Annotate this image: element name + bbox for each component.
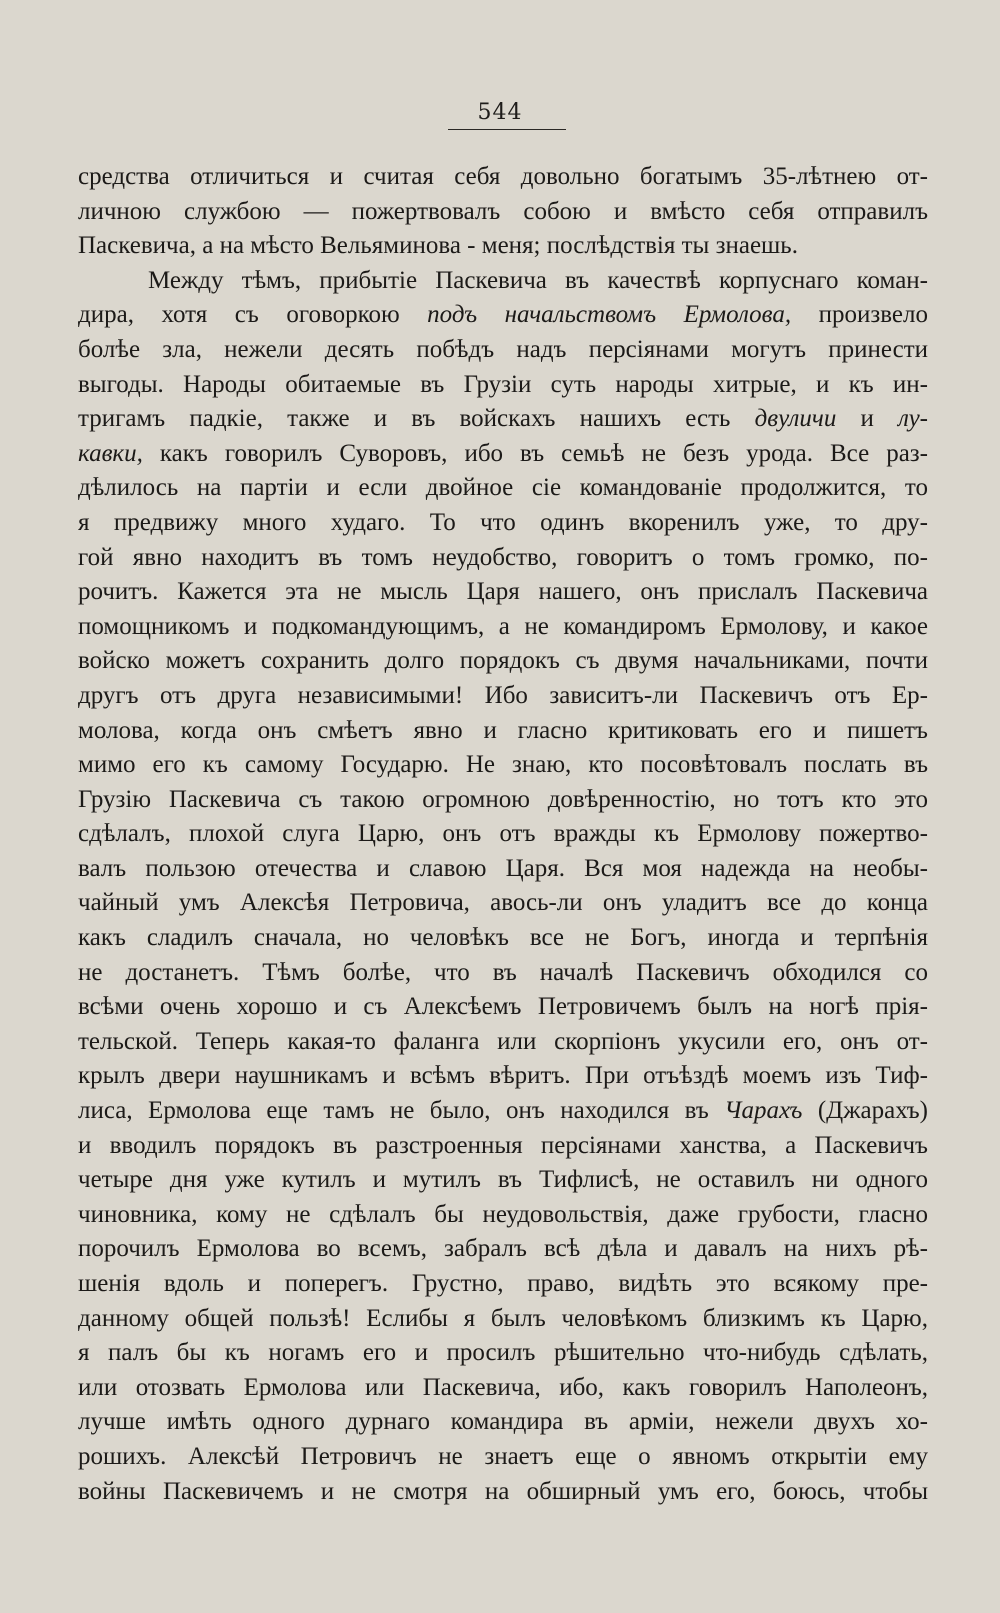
text-segment: молова, когда онъ смѣетъ явно и гласно критиковать его и пишетъ [78, 716, 928, 744]
text-segment: другъ отъ друга независимыми! Ибо зависитъ-ли Паскевичъ отъ Ер- [78, 681, 928, 709]
text-segment: лиса, Ермолова еще тамъ не было, онъ находился въ [78, 1097, 725, 1125]
text-line [78, 1198, 928, 1233]
text-segment: чиновника, кому не сдѣлалъ бы неудовольствія, даже грубости, гласно [78, 1200, 928, 1228]
text-segment: не достанетъ. Тѣмъ болѣе, что въ началѣ Паскевичъ обходился со [78, 958, 928, 986]
header-rule [448, 129, 566, 130]
text-segment: тельской. Теперь какая-то фаланга или скорпіонъ укусили его, онъ от- [78, 1027, 928, 1055]
italic-text: лу- [898, 405, 928, 433]
text-segment: и вводилъ порядокъ въ разстроенныя персіянами ханства, а Паскевичъ [78, 1131, 928, 1159]
text-line [78, 1059, 928, 1094]
text-segment: болѣе зла, нежели десять побѣдъ надъ персіянами могутъ принести [78, 335, 928, 363]
text-line [78, 1232, 928, 1267]
italic-text: двуличи [754, 405, 837, 433]
text-segment: рочитъ. Кажется эта не мысль Царя нашего, онъ прислалъ Паскевича [78, 578, 928, 606]
text-segment: шенія вдоль и поперегъ. Грустно, право, видѣть это всякому пре- [78, 1270, 928, 1297]
text-segment: гой явно находитъ въ томъ неудобство, говоритъ о томъ громко, по- [78, 543, 928, 571]
text-line [78, 506, 928, 541]
text-line [78, 160, 928, 195]
text-segment: или отозвать Ермолова или Паскевича, ибо, какъ говорилъ Наполеонъ, [78, 1373, 928, 1401]
text-segment: рошихъ. Алексѣй Петровичъ не знаетъ еще о явномъ открытіи ему [78, 1442, 928, 1470]
italic-text: подъ начальствомъ Ермолова, [427, 301, 792, 329]
text-line [78, 333, 928, 368]
text-line [78, 990, 928, 1025]
text-line [78, 541, 928, 576]
text-line [78, 644, 928, 679]
text-segment: чайный умъ Алексѣя Петровича, авось-ли онъ уладитъ все до конца [78, 889, 928, 917]
text-line [78, 921, 928, 956]
text-line [78, 1371, 928, 1406]
text-segment: помощникомъ и подкомандующимъ, а не командиромъ Ермолову, и какое [78, 612, 928, 640]
text-line [78, 264, 928, 299]
text-segment: средства отличиться и считая себя довольно богатымъ 35-лѣтнею от- [78, 163, 928, 190]
text-line [78, 471, 928, 506]
text-segment: тригамъ падкіе, также и въ войскахъ нашихъ есть [78, 405, 755, 433]
text-line [78, 1025, 928, 1060]
text-segment: лучше имѣть одного дурнаго командира въ арміи, нежели двухъ хо- [78, 1408, 928, 1436]
text-line [78, 852, 928, 887]
text-line [78, 956, 928, 991]
text-line [78, 437, 928, 472]
text-segment: какъ говорилъ Суворовъ, ибо въ семьѣ не безъ урода. Все раз- [142, 439, 928, 467]
page-number: 544 [477, 100, 523, 125]
text-line [78, 1267, 928, 1302]
body-text [78, 160, 928, 1509]
text-line [78, 714, 928, 749]
text-segment: дира, хотя съ оговоркою [78, 301, 428, 329]
text-line [78, 1129, 928, 1164]
text-line [78, 1475, 928, 1510]
text-line [78, 886, 928, 921]
text-line [78, 402, 928, 437]
text-segment: выгоды. Народы обитаемые въ Грузіи суть народы хитрые, и къ ин- [78, 370, 928, 398]
text-line [78, 298, 928, 333]
text-segment: и [836, 405, 898, 433]
text-line [78, 1336, 928, 1371]
text-line [78, 1440, 928, 1475]
text-segment: войны Паскевичемъ и не смотря на обширный умъ его, боюсь, чтобы [78, 1477, 928, 1505]
text-segment: мимо его къ самому Государю. Не знаю, кто посовѣтовалъ послать въ [78, 751, 928, 779]
text-line [78, 1094, 928, 1129]
text-segment: личною службою — пожертвовалъ собою и вмѣсто себя отправилъ [78, 197, 928, 225]
text-segment: (Джарахъ) [802, 1097, 928, 1125]
text-line [78, 783, 928, 818]
text-line [78, 229, 928, 264]
text-segment: крылъ двери наушникамъ и всѣмъ вѣритъ. При отъѣздѣ моемъ изъ Тиф- [78, 1062, 928, 1090]
text-segment: дѣлилось на партіи и если двойное сіе командованіе продолжится, то [78, 474, 928, 502]
text-line [78, 1163, 928, 1198]
text-segment: сдѣлалъ, плохой слуга Царю, онъ отъ вражды къ Ермолову пожертво- [78, 820, 928, 848]
text-segment: войско можетъ сохранить долго порядокъ съ двумя начальниками, почти [78, 647, 928, 675]
text-segment: всѣми очень хорошо и съ Алексѣемъ Петровичемъ былъ на ногѣ прія- [78, 993, 928, 1021]
italic-text: Чарахъ [724, 1097, 803, 1125]
text-line [78, 817, 928, 852]
text-line [78, 575, 928, 610]
text-segment: Между тѣмъ, прибытіе Паскевича въ качествѣ корпуснаго коман- [148, 266, 928, 294]
text-segment: валъ пользою отечества и славою Царя. Вся моя надежда на необы- [78, 854, 928, 882]
text-segment: я предвижу много худаго. То что одинъ вкоренилъ уже, то дру- [78, 508, 928, 536]
text-segment: произвело [791, 301, 928, 329]
text-line [78, 1405, 928, 1440]
text-segment: четыре дня уже кутилъ и мутилъ въ Тифлисѣ, не оставилъ ни одного [78, 1166, 928, 1194]
italic-text: кавки, [78, 439, 143, 467]
text-segment: я палъ бы къ ногамъ его и просилъ рѣшительно что-нибудь сдѣлать, [78, 1339, 928, 1367]
text-segment: какъ сладилъ сначала, но человѣкъ все не Богъ, иногда и терпѣнія [78, 924, 928, 952]
text-line [78, 195, 928, 230]
text-segment: Паскевича, а на мѣсто Вельяминова - меня; послѣдствія ты знаешь. [78, 232, 798, 260]
text-line [78, 679, 928, 714]
text-line [78, 610, 928, 645]
text-line [78, 748, 928, 783]
text-segment: данному общей пользѣ! Еслибы я былъ человѣкомъ близкимъ къ Царю, [78, 1304, 928, 1332]
text-line [78, 1302, 928, 1337]
text-segment: Грузію Паскевича съ такою огромною довѣренностію, но тотъ кто это [78, 785, 928, 813]
text-segment: порочилъ Ермолова во всемъ, забралъ всѣ дѣла и давалъ на нихъ рѣ- [78, 1235, 928, 1263]
text-line [78, 368, 928, 403]
